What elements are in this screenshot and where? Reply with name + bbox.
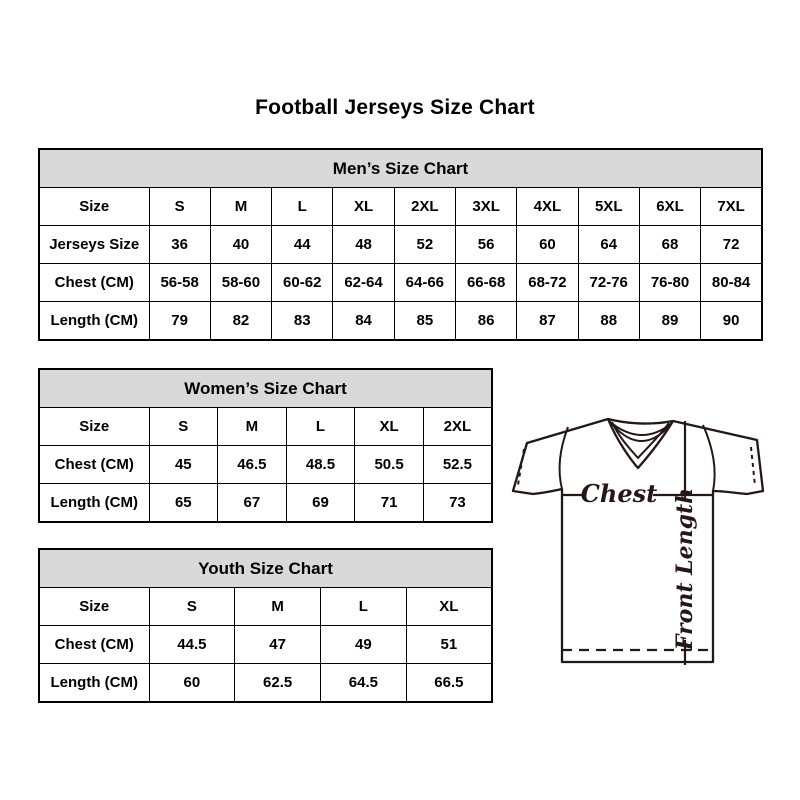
size-value: 56 xyxy=(455,226,516,264)
row-label: Size xyxy=(39,408,149,446)
size-value: L xyxy=(272,188,333,226)
right-sleeve-seam-icon xyxy=(703,425,715,491)
size-value: 87 xyxy=(517,302,578,341)
table-title: Women’s Size Chart xyxy=(39,369,492,408)
row-label: Length (CM) xyxy=(39,664,149,703)
row-label: Jerseys Size xyxy=(39,226,149,264)
table-row xyxy=(39,226,762,264)
table-header-row xyxy=(39,369,492,408)
size-value: 85 xyxy=(394,302,455,341)
table-row xyxy=(39,408,492,446)
size-value: 73 xyxy=(423,484,492,523)
table-header-row xyxy=(39,149,762,188)
size-value: 69 xyxy=(286,484,355,523)
size-value: M xyxy=(218,408,287,446)
size-value: 4XL xyxy=(517,188,578,226)
chest-label: Chest xyxy=(580,479,658,508)
size-value: 62.5 xyxy=(235,664,321,703)
table-row xyxy=(39,588,492,626)
size-value: 58-60 xyxy=(210,264,271,302)
size-value: 48 xyxy=(333,226,394,264)
size-value: 68-72 xyxy=(517,264,578,302)
size-value: 36 xyxy=(149,226,210,264)
size-value: 52 xyxy=(394,226,455,264)
size-value: 51 xyxy=(406,626,492,664)
table-title: Men’s Size Chart xyxy=(39,149,762,188)
mens-size-table xyxy=(38,148,763,341)
size-value: 65 xyxy=(149,484,218,523)
size-value: 84 xyxy=(333,302,394,341)
size-value: 46.5 xyxy=(218,446,287,484)
size-value: 48.5 xyxy=(286,446,355,484)
size-value: 79 xyxy=(149,302,210,341)
size-value: 86 xyxy=(455,302,516,341)
size-value: 66.5 xyxy=(406,664,492,703)
size-value: L xyxy=(286,408,355,446)
size-value: 72-76 xyxy=(578,264,639,302)
size-value: 2XL xyxy=(394,188,455,226)
row-label: Chest (CM) xyxy=(39,626,149,664)
size-value: M xyxy=(235,588,321,626)
size-value: 88 xyxy=(578,302,639,341)
size-value: 68 xyxy=(639,226,700,264)
size-value: 90 xyxy=(701,302,762,341)
jersey-outline-icon xyxy=(513,419,763,662)
size-value: 47 xyxy=(235,626,321,664)
size-value: 89 xyxy=(639,302,700,341)
size-value: XL xyxy=(333,188,394,226)
row-label: Size xyxy=(39,588,149,626)
size-value: 60 xyxy=(517,226,578,264)
size-value: 76-80 xyxy=(639,264,700,302)
table-row xyxy=(39,626,492,664)
left-sleeve-seam-icon xyxy=(560,427,568,489)
size-value: XL xyxy=(406,588,492,626)
size-value: S xyxy=(149,188,210,226)
size-value: 67 xyxy=(218,484,287,523)
table-row xyxy=(39,446,492,484)
size-value: 50.5 xyxy=(355,446,424,484)
size-value: S xyxy=(149,588,235,626)
size-value: 40 xyxy=(210,226,271,264)
size-value: 66-68 xyxy=(455,264,516,302)
table-row xyxy=(39,484,492,523)
row-label: Chest (CM) xyxy=(39,264,149,302)
size-value: 71 xyxy=(355,484,424,523)
page-title: Football Jerseys Size Chart xyxy=(255,96,535,119)
size-value: 5XL xyxy=(578,188,639,226)
table-header-row xyxy=(39,549,492,588)
size-value: 56-58 xyxy=(149,264,210,302)
size-value: 44.5 xyxy=(149,626,235,664)
size-value: XL xyxy=(355,408,424,446)
size-value: 44 xyxy=(272,226,333,264)
size-value: 7XL xyxy=(701,188,762,226)
womens-size-table xyxy=(38,368,493,523)
size-value: 60 xyxy=(149,664,235,703)
size-value: 80-84 xyxy=(701,264,762,302)
table-row xyxy=(39,188,762,226)
size-value: 64.5 xyxy=(321,664,407,703)
table-row xyxy=(39,664,492,703)
size-value: 3XL xyxy=(455,188,516,226)
size-value: M xyxy=(210,188,271,226)
size-value: 60-62 xyxy=(272,264,333,302)
size-value: 52.5 xyxy=(423,446,492,484)
jersey-measurement-diagram xyxy=(505,413,770,677)
size-value: 64-66 xyxy=(394,264,455,302)
table-title: Youth Size Chart xyxy=(39,549,492,588)
size-value: 82 xyxy=(210,302,271,341)
size-value: 6XL xyxy=(639,188,700,226)
size-value: S xyxy=(149,408,218,446)
right-sleeve-dashed-icon xyxy=(751,447,755,486)
front-length-label: Front Length xyxy=(672,487,698,651)
row-label: Length (CM) xyxy=(39,484,149,523)
table-row xyxy=(39,264,762,302)
row-label: Length (CM) xyxy=(39,302,149,341)
table-row xyxy=(39,302,762,341)
size-value: 72 xyxy=(701,226,762,264)
size-value: 49 xyxy=(321,626,407,664)
size-value: 62-64 xyxy=(333,264,394,302)
size-value: 45 xyxy=(149,446,218,484)
row-label: Size xyxy=(39,188,149,226)
size-value: 64 xyxy=(578,226,639,264)
youth-size-table xyxy=(38,548,493,703)
row-label: Chest (CM) xyxy=(39,446,149,484)
size-value: L xyxy=(321,588,407,626)
size-value: 2XL xyxy=(423,408,492,446)
size-value: 83 xyxy=(272,302,333,341)
